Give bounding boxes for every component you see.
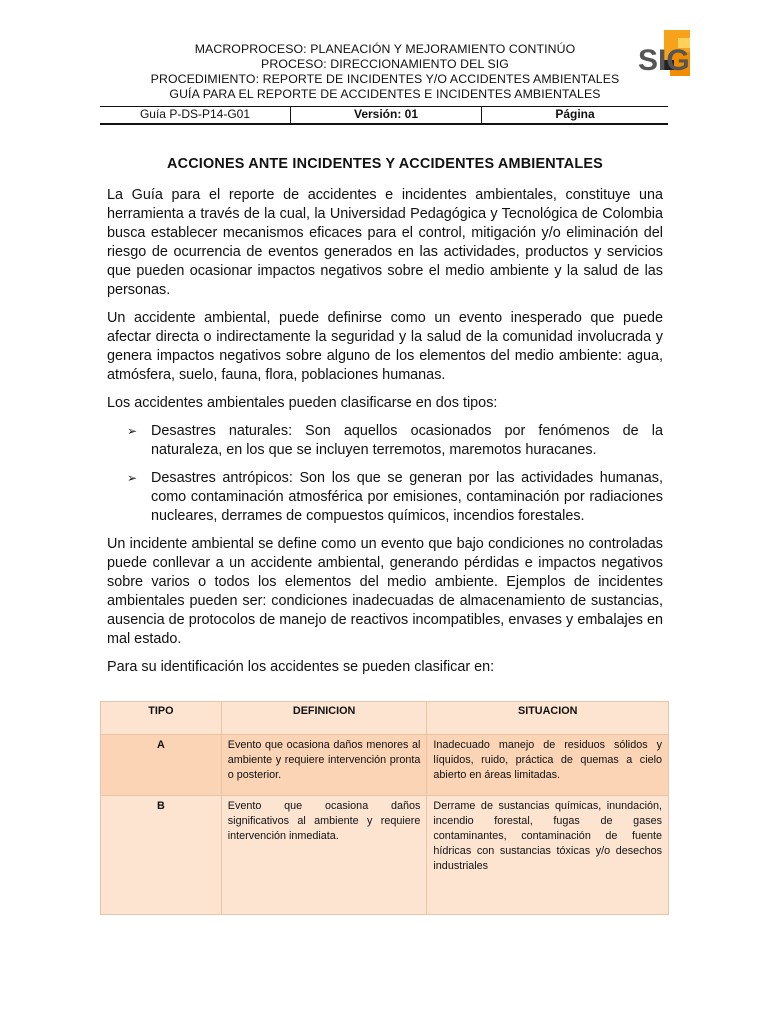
paragraph-incidente-definition: Un incidente ambiental se define como un evento que bajo condiciones no controladas puede conllevar a un accidente ambiental, generando pérdidas e impactos negativos sobre varios o todos los elementos del medio ambiente. Ejemplos de incidentes ambientales pueden ser: condiciones inadecuadas de almacenamiento de sustancias, ausencia de protocolos de manejo de reactivos incompatibles, envases y embalajes en mal estado.: [107, 536, 663, 647]
table-row: [101, 796, 669, 915]
document-title: ACCIONES ANTE INCIDENTES Y ACCIDENTES AMBIENTALES: [167, 156, 603, 172]
header-line-procedimiento: PROCEDIMIENTO: REPORTE DE INCIDENTES Y/O ACCIDENTES AMBIENTALES: [150, 72, 620, 86]
sig-logo: [634, 28, 696, 86]
arrow-bullet-icon: ➢: [127, 471, 138, 485]
header-tipo: TIPO: [101, 702, 222, 735]
header-line-proceso: PROCESO: DIRECCIONAMIENTO DEL SIG: [261, 57, 509, 71]
bullet-text-natural: Desastres naturales: Son aquellos ocasionados por fenómenos de la naturaleza, en los que se incluyen terremotos, maremotos huracanes.: [151, 423, 663, 458]
cell-situacion: Inadecuado manejo de residuos sólidos y líquidos, ruido, práctica de quemas a cielo abierto en áreas limitadas.: [427, 735, 669, 796]
bullet-text-antropicos: Desastres antrópicos: Son los que se generan por las actividades humanas, como contaminación atmosférica por emisiones, contaminación por radiaciones nucleares, derrames de compuestos químicos, incendios forestales.: [151, 470, 663, 524]
list-item: [107, 422, 663, 460]
version-label: Versión: 01: [291, 107, 482, 123]
table-row: [101, 735, 669, 796]
header-definicion: DEFINICION: [221, 702, 427, 735]
cell-definicion: Evento que ocasiona daños significativos al ambiente y requiere intervención inmediata.: [221, 796, 427, 915]
cell-tipo: A: [101, 735, 222, 796]
guia-code: Guía P-DS-P14-G01: [100, 107, 291, 123]
table-header-row: [101, 702, 669, 735]
classification-table: [100, 701, 669, 915]
cell-situacion: Derrame de sustancias químicas, inundación, incendio forestal, fugas de gases contaminantes, contaminación de fuente hídricas con sustancias tóxicas y/o desechos industriales: [427, 796, 669, 915]
paragraph-identification: Para su identificación los accidentes se pueden clasificar en:: [107, 659, 495, 675]
document-header: [100, 42, 670, 102]
arrow-bullet-icon: ➢: [127, 424, 138, 438]
sig-logo-graphic: [634, 28, 696, 86]
header-line-macroproceso: MACROPROCESO: PLANEACIÓN Y MEJORAMIENTO CONTINÚO: [194, 42, 576, 56]
accident-types-list: [107, 422, 663, 526]
page-label: Página: [555, 107, 595, 121]
cell-definicion: Evento que ocasiona daños menores al ambiente y requiere intervención pronta o posterior.: [221, 735, 427, 796]
document-meta-bar: [100, 106, 668, 125]
document-body: [107, 186, 663, 686]
paragraph-classification-intro: Los accidentes ambientales pueden clasificarse en dos tipos:: [107, 395, 498, 411]
paragraph-accidente-definition: Un accidente ambiental, puede definirse como un evento inesperado que puede afectar directa o indirectamente la seguridad y la salud de la comunidad involucrada y genera impactos negativos sobre alguno de los elementos del medio ambiente: agua, atmósfera, suelo, fauna, flora, poblaciones humanas.: [107, 310, 663, 383]
list-item: [107, 469, 663, 526]
sig-logo-text: SIG: [638, 44, 690, 77]
cell-tipo: B: [101, 796, 222, 915]
paragraph-intro: La Guía para el reporte de accidentes e incidentes ambientales, constituye una herramienta a través de la cual, la Universidad Pedagógica y Tecnológica de Colombia busca establecer mecanismos eficaces para el control, mitigación y/o eliminación del riesgo de ocurrencia de eventos generados en las actividades, productos y servicios que pueden ocasionar impactos negativos sobre el medio ambiente y la salud de las personas.: [107, 187, 663, 298]
header-line-guia: GUÍA PARA EL REPORTE DE ACCIDENTES E INCIDENTES AMBIENTALES: [169, 87, 601, 101]
header-situacion: SITUACION: [427, 702, 669, 735]
